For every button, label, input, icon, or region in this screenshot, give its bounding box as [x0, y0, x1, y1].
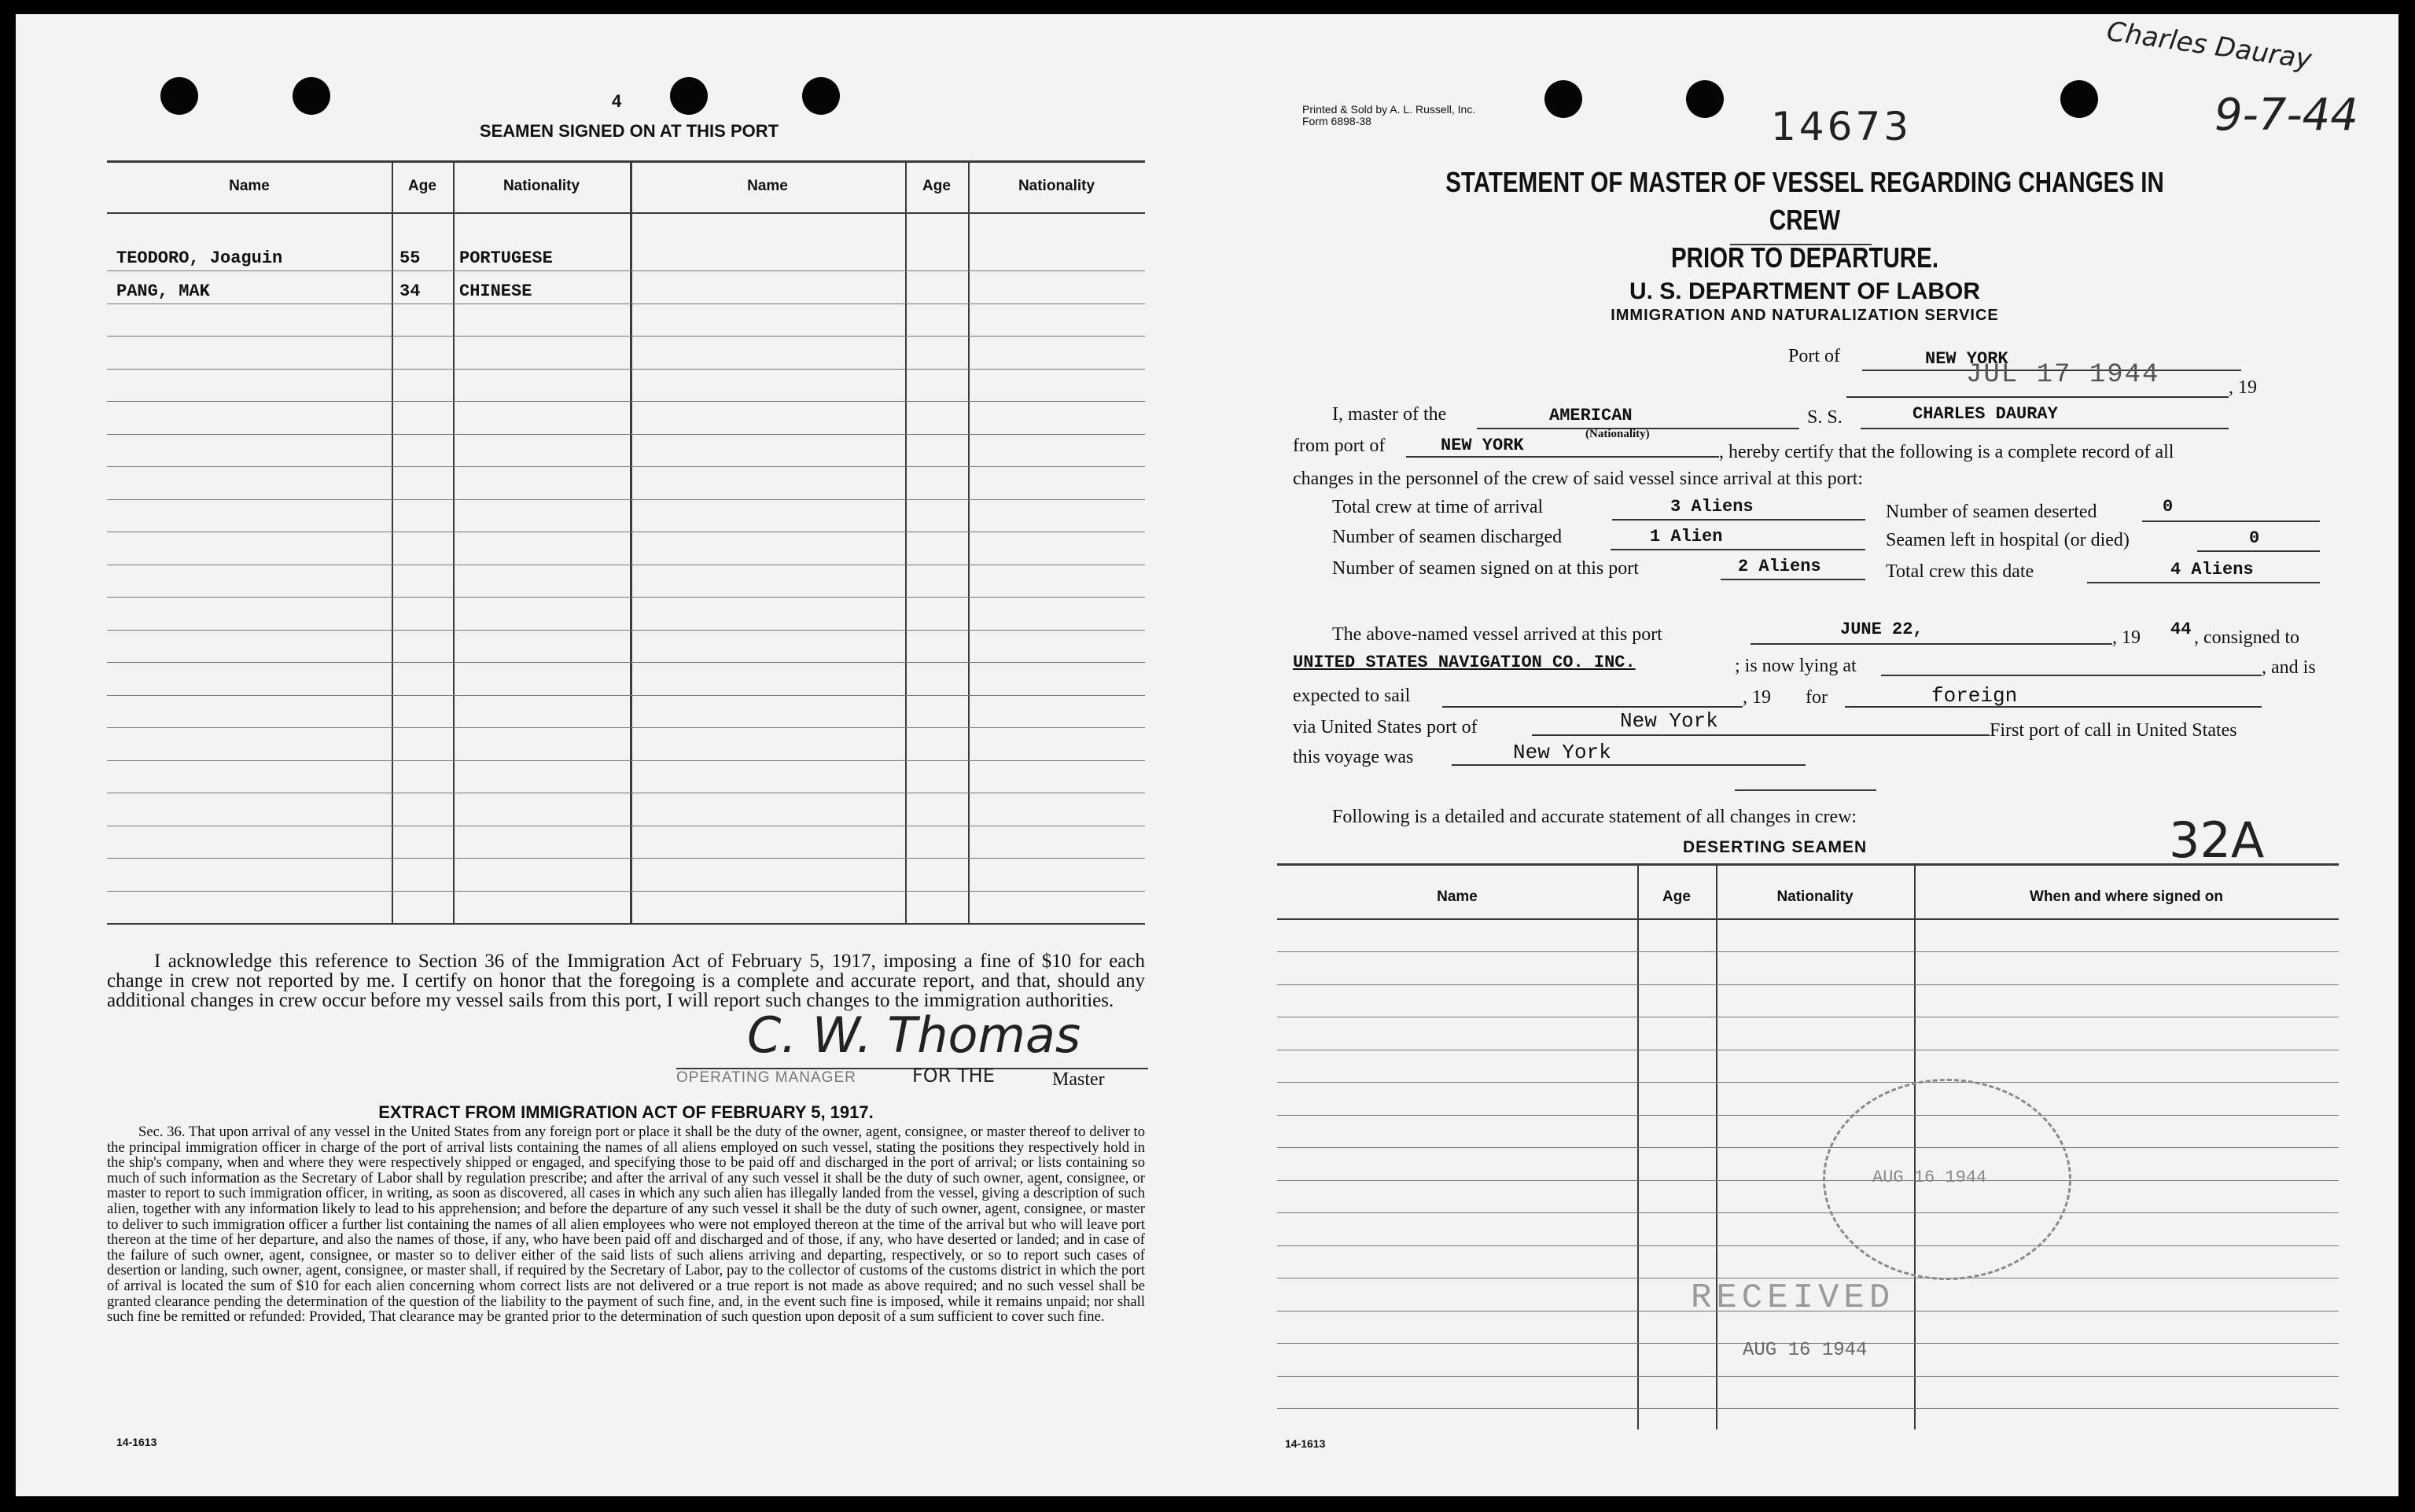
- from-port-value: NEW YORK: [1441, 436, 1524, 455]
- voyage-label: this voyage was: [1293, 747, 1414, 767]
- discharged-label: Number of seamen discharged: [1332, 527, 1563, 547]
- crew-age: 55: [399, 248, 421, 268]
- ruled-line: [1277, 1115, 2339, 1116]
- and-is: , and is: [2262, 657, 2316, 678]
- ruled-line: [107, 695, 1145, 696]
- master-label: I, master of the: [1332, 404, 1447, 425]
- expected-year: , 19: [1743, 687, 1771, 708]
- deserted-label: Number of seamen deserted: [1886, 502, 2097, 522]
- postmark-date: AUG 16 1944: [1872, 1168, 1987, 1187]
- form-number: 14-1613: [1285, 1437, 1326, 1450]
- via-label: via United States port of: [1293, 717, 1478, 738]
- service: IMMIGRATION AND NATURALIZATION SERVICE: [1611, 307, 1999, 324]
- form-title: STATEMENT OF MASTER OF VESSEL REGARDING CHANGES IN CREW PRIOR TO DEPARTURE.: [1445, 166, 2164, 274]
- ruled-line: [107, 434, 1145, 435]
- handwritten-ref: 9-7-44: [2214, 90, 2358, 141]
- ruled-line: [107, 727, 1145, 728]
- vessel-value: CHARLES DAURAY: [1912, 404, 2058, 424]
- crew-nationality: PORTUGESE: [459, 248, 553, 268]
- lying-field: [1881, 653, 2262, 676]
- discharged-field: [1611, 527, 1865, 550]
- ruled-line: [107, 891, 1145, 892]
- arrived-label: The above-named vessel arrived at this port: [1332, 624, 1662, 645]
- total-crew-arrival-label: Total crew at time of arrival: [1332, 497, 1544, 517]
- for-label: for: [1806, 687, 1828, 708]
- destination-value: foreign: [1931, 684, 2018, 708]
- punch-hole: [670, 77, 708, 115]
- column-header: Age: [408, 178, 436, 194]
- acknowledgement-text: I acknowledge this reference to Section 36 of the Immigration Act of February 5, 1917, imposing a fine of $10 for each change in crew not reported by me. I certify on honor that the foregoing is a complete and accurate report, and that, should any additional changes in crew occur before my vessel sails from this port, I will report such changes to the immigration authorities.: [107, 951, 1145, 1011]
- destination-field: [1845, 684, 2262, 708]
- file-number: 14673: [1771, 104, 1912, 149]
- ruled-line: [1277, 1408, 2339, 1409]
- ruled-line: [107, 597, 1145, 598]
- discharged-value: 1 Alien: [1650, 527, 1723, 546]
- ruled-line: [107, 466, 1145, 467]
- first-port-label: First port of call in United States: [1990, 720, 2237, 741]
- hospital-label: Seamen left in hospital (or died): [1886, 530, 2130, 550]
- ruled-line: [1277, 1376, 2339, 1377]
- consigned-label: , consigned to: [2194, 627, 2299, 648]
- following-text: Following is a detailed and accurate statement of all changes in crew:: [1332, 807, 1857, 827]
- via-port-value: New York: [1620, 709, 1718, 733]
- ruled-line: [107, 499, 1145, 500]
- signed-on-value: 2 Aliens: [1738, 557, 1821, 576]
- port-of-value: NEW YORK: [1925, 349, 2008, 369]
- total-crew-date-label: Total crew this date: [1886, 561, 2034, 582]
- hospital-value: 0: [2249, 528, 2260, 548]
- nationality-value: AMERICAN: [1549, 406, 1633, 425]
- signer-note: FOR THE: [912, 1065, 995, 1087]
- received-stamp: RECEIVED: [1691, 1278, 1895, 1318]
- arrived-year: 44: [2170, 620, 2192, 639]
- page-mark: 32A: [2169, 811, 2265, 869]
- document-page: [16, 14, 2398, 1496]
- ruled-line: [107, 760, 1145, 761]
- section-title: SEAMEN SIGNED ON AT THIS PORT: [479, 121, 779, 141]
- master-label: Master: [1052, 1069, 1105, 1090]
- ruled-line: [1277, 951, 2339, 952]
- column-header: Name: [229, 178, 270, 194]
- column-header: When and where signed on: [2030, 888, 2223, 905]
- arrived-field: [1751, 621, 2112, 645]
- ruled-line: [107, 270, 1145, 271]
- certify-text: , hereby certify that the following is a complete record of all: [1719, 442, 2174, 462]
- ruled-line: [107, 662, 1145, 663]
- column-header: Nationality: [1018, 178, 1095, 194]
- page-number: 4: [612, 91, 622, 111]
- column-header: Name: [747, 178, 788, 194]
- ruled-line: [107, 369, 1145, 370]
- year-prefix: , 19: [2229, 377, 2257, 398]
- punch-hole: [802, 77, 840, 115]
- deserting-title: DESERTING SEAMEN: [1683, 838, 1868, 856]
- signer-title: OPERATING MANAGER: [676, 1069, 856, 1086]
- ruled-line: [1277, 1212, 2339, 1213]
- crew-nationality: CHINESE: [459, 281, 532, 301]
- column-header: Age: [1662, 888, 1691, 905]
- punch-hole: [293, 77, 330, 115]
- expected-field: [1442, 684, 1743, 708]
- column-header: Nationality: [503, 178, 580, 194]
- punch-hole: [1686, 80, 1724, 118]
- date-stamp: JUL 17 1944: [1966, 360, 2160, 390]
- ruled-line: [107, 336, 1145, 337]
- postmark-stamp: [1823, 1079, 2071, 1280]
- total-crew-date-value: 4 Aliens: [2170, 560, 2254, 579]
- crew-name: PANG, MAK: [116, 281, 210, 301]
- nationality-field: [1477, 406, 1799, 429]
- ruled-line: [107, 858, 1145, 859]
- nationality-caption: (Nationality): [1585, 428, 1650, 440]
- printer-credit: Printed & Sold by A. L. Russell, Inc. Form 6898-38: [1302, 103, 1476, 127]
- extract-text: Sec. 36. That upon arrival of any vessel in the United States from any foreign port or place it shall be the duty of the owner, agent, consignee, or master thereof to deliver to the principal immigration officer in charge of the port of arrival lists containing the names of all aliens employed on such vessel, stating the positions they respectively hold in the ship's company, when and where they were respectively shipped or engaged, and specifying those to be paid off and discharged in the port of arrival; or lists containing so much of such information as the Secretary of Labor shall by regulation prescribe; and after the arrival of any such vessel it shall be the duty of such owner, agent, consignee, or master to report to such immigration officer, in writing, as soon as discovered, all cases in which any such alien has illegally landed from the vessel, giving a description of such alien, together with any information likely to lead to his apprehension; and before the departure of any such vessel it shall be the duty of such owner, agent, consignee, or master to deliver to such immigration officer a further list containing the names of all alien employees who were not employed thereon at the time of the arrival but who will leave port thereon at the time of her departure, and also the names of those, if any, who have been paid off and discharged and of those, if any, who have deserted or landed; and in case of the failure of such owner, agent, consignee, or master so to deliver either of the said lists of such aliens arriving and departing, respectively, or so to report such cases of desertion or landing, such owner, agent, consignee, or master shall, if required by the Secretary of Labor, pay to the collector of customs of the customs district in which the port of arrival is located the sum of $10 for each alien concerning whom correct lists are not delivered or a true report is not made as above required; and no such vessel shall be granted clearance pending the determination of the question of the liability to the payment of such fine, and, in the event such fine is imposed, while it remains unpaid; nor shall such fine be remitted or refunded: Provided, That clearance may be granted prior to the determination of such question upon deposit of a sum sufficient to cover such fine.: [107, 1124, 1145, 1326]
- arrived-year-prefix: , 19: [2112, 627, 2141, 648]
- total-crew-arrival-value: 3 Aliens: [1670, 497, 1754, 517]
- signed-on-label: Number of seamen signed on at this port: [1332, 558, 1639, 579]
- deserted-value: 0: [2163, 497, 2174, 517]
- crew-age: 34: [399, 281, 421, 301]
- ruled-line: [1277, 1180, 2339, 1181]
- voyage-value: New York: [1513, 741, 1611, 764]
- voyage-field: [1452, 742, 1806, 766]
- ss-label: S. S.: [1807, 407, 1843, 428]
- ruled-line: [107, 401, 1145, 402]
- lying-label: ; is now lying at: [1735, 656, 1857, 676]
- consignee-value: UNITED STATES NAVIGATION CO. INC.: [1293, 653, 1636, 672]
- port-of-label: Port of: [1788, 346, 1840, 366]
- from-port-label: from port of: [1293, 436, 1386, 456]
- received-date-stamp: AUG 16 1944: [1743, 1340, 1868, 1361]
- changes-text: changes in the personnel of the crew of said vessel since arrival at this port:: [1293, 469, 1864, 489]
- ruled-line: [1277, 1245, 2339, 1246]
- form-number: 14-1613: [116, 1436, 157, 1448]
- ruled-line: [1277, 984, 2339, 985]
- master-signature: C. W. Thomas: [747, 1006, 1081, 1064]
- punch-hole: [2060, 80, 2098, 118]
- signed-on-table: [107, 160, 1145, 947]
- ruled-line: [1277, 1147, 2339, 1148]
- column-header: Age: [922, 178, 951, 194]
- column-header: Nationality: [1776, 888, 1854, 905]
- punch-hole: [160, 77, 198, 115]
- department: U. S. DEPARTMENT OF LABOR: [1629, 278, 1981, 304]
- punch-hole: [1544, 80, 1582, 118]
- crew-name: TEODORO, Joaguin: [116, 248, 283, 268]
- arrived-date: JUNE 22,: [1840, 620, 1924, 639]
- column-header: Name: [1437, 888, 1478, 905]
- extract-title: EXTRACT FROM IMMIGRATION ACT OF FEBRUARY 5, 1917.: [378, 1102, 874, 1122]
- via-field: [1532, 712, 1990, 736]
- ruled-line: [107, 630, 1145, 631]
- handwritten-name: Charles Dauray: [2104, 15, 2314, 76]
- expected-label: expected to sail: [1293, 686, 1411, 706]
- ruled-line: [1277, 1082, 2339, 1083]
